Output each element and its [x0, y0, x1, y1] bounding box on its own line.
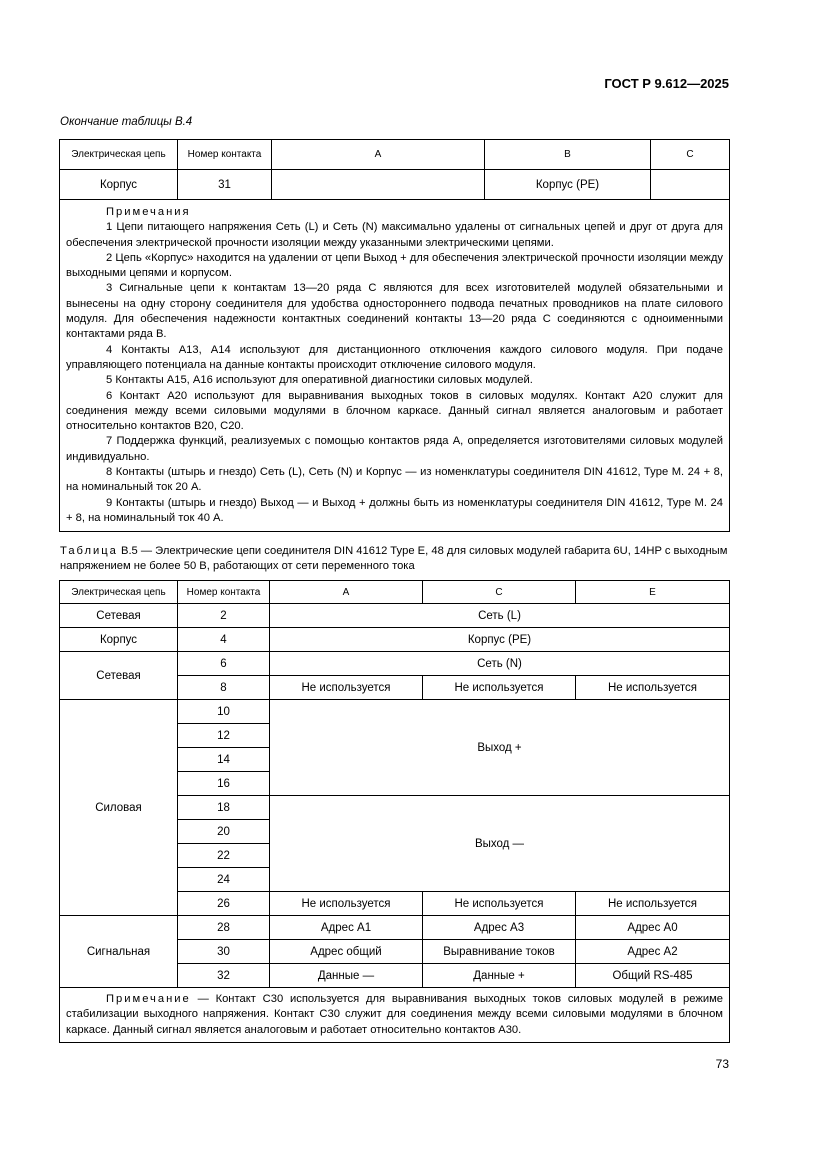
cell-28-e: Адрес А0: [576, 916, 730, 940]
cell-32-c: Данные +: [423, 964, 576, 988]
contact-18: 18: [178, 796, 270, 820]
note-9: 9 Контакты (штырь и гнездо) Выход — и Выход + должны быть из номенклатуры соединителя DIN 41612, Type M. 24 + 8, на номинальный ток 40 А.: [66, 496, 723, 524]
document-id: ГОСТ Р 9.612—2025: [604, 76, 729, 91]
table-b5-caption: [60, 544, 728, 574]
cell-output-plus: Выход +: [270, 700, 730, 796]
cell-a: [272, 170, 485, 200]
contact-6: 6: [178, 652, 270, 676]
header-row-c: C: [423, 581, 576, 604]
table-b5-note: [60, 988, 730, 1043]
contact-22: 22: [178, 844, 270, 868]
contact-32: 32: [178, 964, 270, 988]
contact-24: 24: [178, 868, 270, 892]
contact-30: 30: [178, 940, 270, 964]
note-8: 8 Контакты (штырь и гнездо) Сеть (L), Сеть (N) и Корпус — из номенклатуры соединителя DIN 41612, Type M. 24 + 8, на номинальный ток 20 А.: [66, 466, 723, 494]
contact-2: 2: [178, 604, 270, 628]
cell-case-pe: Корпус (PE): [270, 628, 730, 652]
contact-28: 28: [178, 916, 270, 940]
cell-30-c: Выравнивание токов: [423, 940, 576, 964]
cell-30-e: Адрес А2: [576, 940, 730, 964]
cell-circuit: Корпус: [60, 170, 178, 200]
notes-title: Примечания: [106, 206, 191, 218]
cell-28-c: Адрес А3: [423, 916, 576, 940]
note-1: 1 Цепи питающего напряжения Сеть (L) и Сеть (N) максимально удалены от сигнальных цепей и друг от друга для обеспечения электрической прочности изоляции между указанными электрическими цепями.: [66, 221, 723, 249]
cell-net-l: Сеть (L): [270, 604, 730, 628]
cell-26-a: Не используется: [270, 892, 423, 916]
cell-8-a: Не используется: [270, 676, 423, 700]
cell-26-c: Не используется: [423, 892, 576, 916]
cell-contact: 31: [178, 170, 272, 200]
table-continuation-caption: Окончание таблицы В.4: [60, 116, 193, 128]
cell-output-minus: Выход —: [270, 796, 730, 892]
circuit-power: Силовая: [60, 700, 178, 916]
header-row-e: E: [576, 581, 730, 604]
contact-14: 14: [178, 748, 270, 772]
header-row-a: A: [270, 581, 423, 604]
header-circuit: Электрическая цепь: [60, 140, 178, 170]
note-6: 6 Контакт А20 используют для выравнивания выходных токов в силовых модулях. Контакт А20 служит для соединения между всеми силовыми модулями в блочном каркасе. Данный сигнал является аналоговым и работает относительно контактов В20, С20.: [66, 389, 723, 433]
header-row-b: B: [485, 140, 651, 170]
note-5: 5 Контакты А15, А16 используют для оперативной диагностики силовых модулей.: [106, 374, 533, 387]
note-2: 2 Цепь «Корпус» находится на удалении от цепи Выход + для обеспечения электрической прочности изоляции между выходными цепями и корпусом.: [66, 251, 723, 280]
circuit-case: Корпус: [60, 628, 178, 652]
table-notes: [60, 200, 730, 532]
contact-8: 8: [178, 676, 270, 700]
contact-26: 26: [178, 892, 270, 916]
note-text: — Контакт С30 используется для выравнивания выходных токов силовых модулей в режиме стабилизации выходного напряжения. Контакт С30 служит для соединения между всеми силовыми модулями в блочном каркасе. Данный сигнал является аналоговым и работает относительно контактов А30.: [66, 993, 723, 1036]
cell-b: Корпус (PE): [485, 170, 651, 200]
cell-32-a: Данные —: [270, 964, 423, 988]
note-7: 7 Поддержка функций, реализуемых с помощью контактов ряда А, определяется изготовителями силовых модулей индивидуально.: [66, 435, 723, 463]
header-contact: Номер контакта: [178, 140, 272, 170]
circuit-network-2: Сетевая: [60, 652, 178, 700]
table-b4-end: [59, 139, 730, 532]
circuit-signal: Сигнальная: [60, 916, 178, 988]
cell-c: [651, 170, 730, 200]
contact-12: 12: [178, 724, 270, 748]
table-title: В.5 — Электрические цепи соединителя DIN 41612 Type E, 48 для силовых модулей габарита 6U, 14HP с выходным напряжением не более 50 В, работающих от сети переменного тока: [60, 545, 728, 572]
note-4: 4 Контакты А13, А14 используют для дистанционного отключения каждого силового модуля. При подаче управляющего потенциала на данные контакты происходит отключение силового модуля.: [66, 343, 723, 371]
cell-net-n: Сеть (N): [270, 652, 730, 676]
contact-10: 10: [178, 700, 270, 724]
header-circuit: Электрическая цепь: [60, 581, 178, 604]
contact-4: 4: [178, 628, 270, 652]
table-label: Таблица: [60, 545, 118, 557]
cell-28-a: Адрес А1: [270, 916, 423, 940]
cell-26-e: Не используется: [576, 892, 730, 916]
note-label: Примечание: [106, 993, 191, 1005]
cell-30-a: Адрес общий: [270, 940, 423, 964]
circuit-network: Сетевая: [60, 604, 178, 628]
header-row-a: A: [272, 140, 485, 170]
note-3: 3 Сигнальные цепи к контактам 13—20 ряда С являются для всех изготовителей модулей обязательными и вынесены на одну сторону соединителя для удобства одностороннего подвода печатных проводников на плате силового модуля. Для обеспечения надежности контактных соединений контакты 13—20 ряда С соединяются с одноименными контактами ряда В.: [66, 282, 723, 341]
contact-20: 20: [178, 820, 270, 844]
cell-8-e: Не используется: [576, 676, 730, 700]
header-row-c: C: [651, 140, 730, 170]
header-contact: Номер контакта: [178, 581, 270, 604]
contact-16: 16: [178, 772, 270, 796]
cell-8-c: Не используется: [423, 676, 576, 700]
page-number: 73: [715, 1057, 729, 1071]
cell-32-e: Общий RS-485: [576, 964, 730, 988]
table-b5: [59, 580, 730, 1043]
